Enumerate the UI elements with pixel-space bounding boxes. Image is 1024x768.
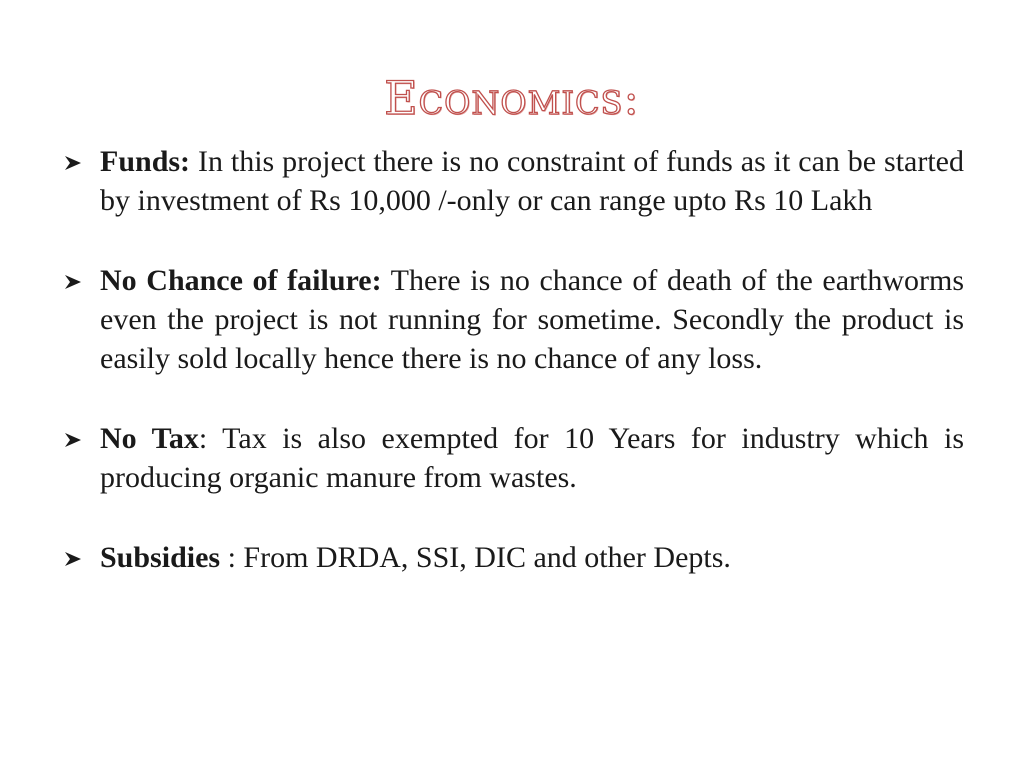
bullet-no-tax xyxy=(62,419,964,497)
bullet-term: Funds: xyxy=(100,145,191,178)
arrow-bullet-icon xyxy=(62,142,94,181)
bullet-text: From DRDA, SSI, DIC and other Depts. xyxy=(243,541,731,574)
bullet-text: There is no chance of death of the earthworms even the project is not running for sometime. Secondly the product is easily sold locally hence there is no chance of any loss. xyxy=(100,264,965,375)
bullet-list xyxy=(62,142,964,577)
bullet-separator xyxy=(382,264,391,297)
arrow-bullet-icon xyxy=(62,538,94,577)
bullet-subsidies xyxy=(62,538,964,577)
bullet-term: No Tax xyxy=(100,422,199,455)
arrow-bullet-icon xyxy=(62,261,94,300)
bullet-funds xyxy=(62,142,964,220)
bullet-separator: : xyxy=(220,541,244,574)
slide-title: Economics: xyxy=(384,71,640,125)
bullet-separator xyxy=(190,145,198,178)
bullet-separator: : xyxy=(198,422,223,455)
bullet-term: Subsidies xyxy=(100,541,221,574)
bullet-text: In this project there is no constraint of funds as it can be started by investment of Rs 10,000 /-only or can range upto Rs 10 Lakh xyxy=(100,145,965,217)
bullet-text: Tax is also exempted for 10 Years for industry which is producing organic manure from wastes. xyxy=(100,422,964,494)
bullet-term: No Chance of failure: xyxy=(100,264,382,297)
bullet-no-chance-of-failure xyxy=(62,261,964,378)
arrow-bullet-icon xyxy=(62,419,94,458)
